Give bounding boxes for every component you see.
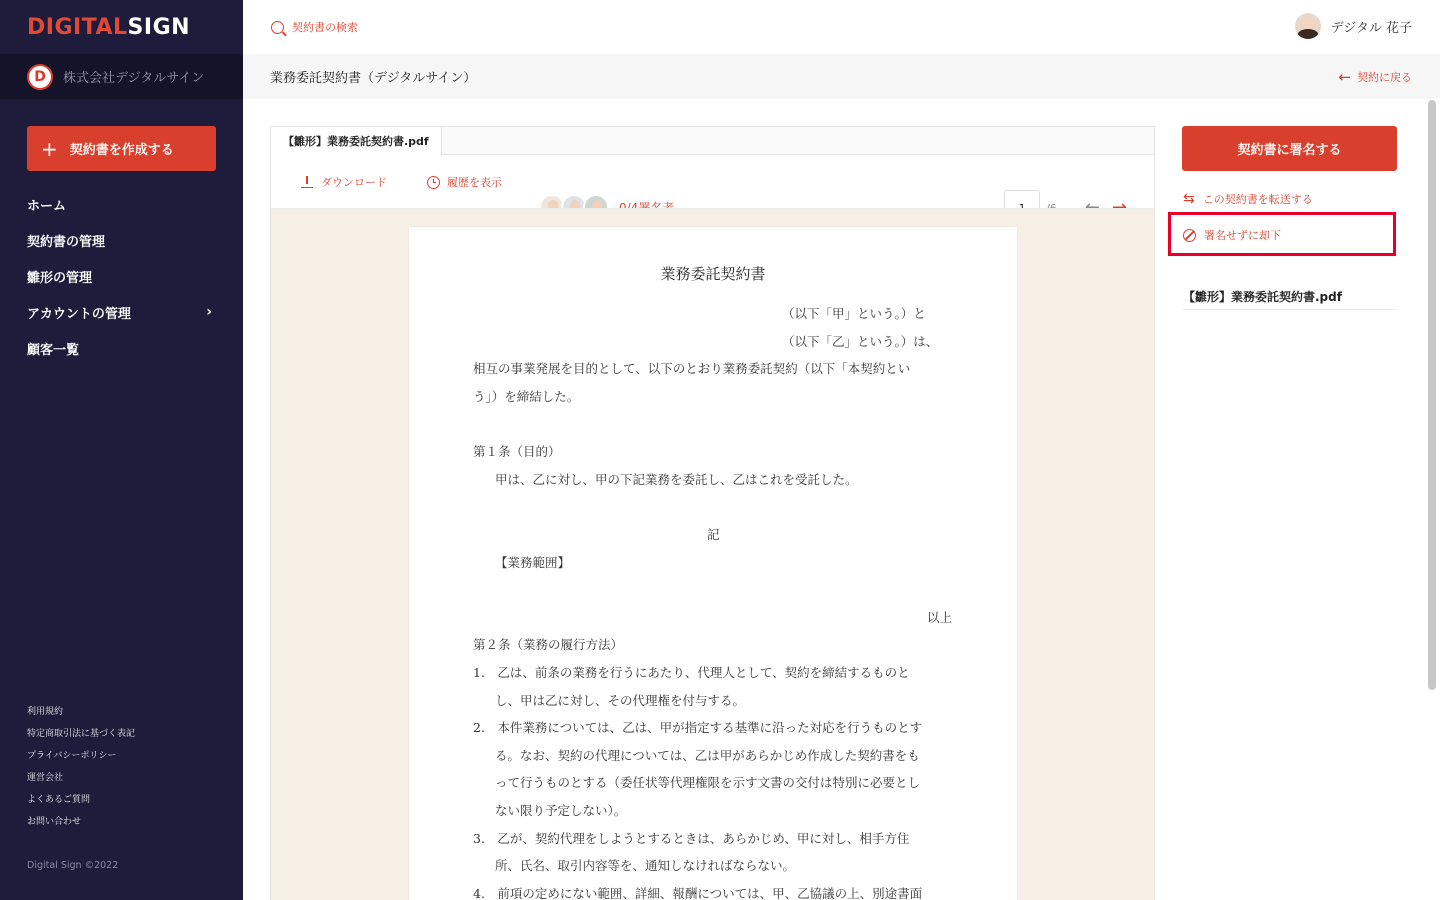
download-label: ダウンロード bbox=[321, 176, 387, 189]
search-icon bbox=[271, 21, 284, 34]
sign-contract-button[interactable]: 契約書に署名する bbox=[1182, 126, 1397, 171]
copyright: Digital Sign ©2022 bbox=[27, 860, 119, 871]
footer-links bbox=[27, 699, 135, 831]
document-title: 業務委託契約書 bbox=[660, 265, 766, 283]
chevron-right-icon: › bbox=[206, 304, 212, 320]
document-viewer bbox=[270, 126, 1155, 900]
sidebar bbox=[0, 0, 243, 900]
document-line: う」）を締結した。 bbox=[473, 389, 580, 404]
footer-link-privacy[interactable]: プライバシーポリシー bbox=[27, 750, 117, 761]
document-line: 以上 bbox=[927, 610, 953, 625]
create-contract-label: 契約書を作成する bbox=[69, 143, 174, 158]
create-contract-button[interactable] bbox=[27, 126, 216, 171]
document-line: 第２条（業務の履行方法） bbox=[473, 637, 624, 652]
company-name: 株式会社デジタルサイン bbox=[63, 71, 205, 86]
search-contracts-link[interactable] bbox=[271, 19, 358, 35]
document-line: 1. 乙は、前条の業務を行うにあたり、代理人として、契約を締結するものと bbox=[473, 665, 910, 680]
back-to-contract-link[interactable] bbox=[1338, 69, 1412, 85]
document-line: ない限り予定しない）。 bbox=[495, 803, 627, 818]
sidebar-item-label: 契約書の管理 bbox=[27, 234, 106, 250]
app-logo[interactable] bbox=[0, 0, 243, 54]
scrollbar[interactable] bbox=[1428, 100, 1436, 690]
viewer-toolbar bbox=[271, 155, 1154, 208]
document-line: って行うものとする（委任状等代理権限を示す文書の交付は特別に必要とし bbox=[495, 775, 921, 790]
logo-digital: DIGITAL bbox=[27, 14, 128, 40]
sidebar-item-accounts[interactable] bbox=[27, 294, 216, 330]
download-icon bbox=[301, 176, 313, 188]
document-line: る。なお、契約の代理については、乙は甲があらかじめ作成した契約書をも bbox=[495, 748, 920, 763]
sidebar-item-templates[interactable] bbox=[27, 258, 216, 294]
back-label: 契約に戻る bbox=[1357, 71, 1412, 84]
sidebar-item-label: 顧客一覧 bbox=[27, 342, 80, 358]
footer-link-terms[interactable]: 利用規約 bbox=[27, 706, 64, 717]
document-line: し、甲は乙に対し、その代理権を付与する。 bbox=[495, 693, 746, 708]
history-label: 履歴を表示 bbox=[447, 176, 502, 189]
sidebar-item-label: ホーム bbox=[27, 198, 67, 214]
decline-label: 署名せずに却下 bbox=[1204, 229, 1281, 242]
avatar bbox=[1295, 13, 1321, 39]
footer-link-company[interactable]: 運営会社 bbox=[27, 772, 64, 783]
document-canvas[interactable] bbox=[271, 208, 1154, 900]
arrow-left-icon: ← bbox=[1338, 67, 1351, 86]
transfer-contract-link[interactable] bbox=[1183, 191, 1313, 207]
user-name: デジタル 花子 bbox=[1330, 20, 1412, 36]
footer-link-commerce-law[interactable]: 特定商取引法に基づく表記 bbox=[27, 728, 136, 739]
document-line: （以下「乙」という。）は、 bbox=[782, 334, 939, 349]
clock-icon bbox=[427, 176, 440, 189]
document-line: 【業務範囲】 bbox=[495, 555, 571, 570]
file-tabs bbox=[271, 127, 1154, 155]
page-title: 業務委託契約書（デジタルサイン） bbox=[270, 71, 477, 86]
show-history-button[interactable] bbox=[427, 174, 502, 190]
company-badge-icon: D bbox=[27, 64, 53, 90]
attached-file-name[interactable]: 【雛形】業務委託契約書.pdf bbox=[1183, 288, 1397, 310]
document-line: 相互の事業発展を目的として、以下のとおり業務委託契約（以下「本契約とい bbox=[473, 361, 911, 376]
download-button[interactable] bbox=[301, 174, 387, 190]
sidebar-item-label: アカウントの管理 bbox=[27, 306, 131, 322]
user-menu[interactable] bbox=[1295, 13, 1412, 39]
document-header bbox=[243, 54, 1440, 99]
document-page bbox=[409, 227, 1017, 900]
document-line: 記 bbox=[707, 527, 720, 542]
footer-link-contact[interactable]: お問い合わせ bbox=[27, 816, 82, 827]
document-line: 3. 乙が、契約代理をしようとするときは、あらかじめ、甲に対し、相手方住 bbox=[473, 831, 910, 846]
document-line: 4. 前項の定めにない範囲、詳細、報酬については、甲、乙協議の上、別途書面 bbox=[473, 886, 923, 900]
transfer-label: この契約書を転送する bbox=[1202, 193, 1313, 206]
plus-icon: + bbox=[41, 136, 58, 161]
highlight-box bbox=[1168, 212, 1396, 256]
top-bar bbox=[243, 0, 1440, 54]
sidebar-item-contracts[interactable] bbox=[27, 222, 216, 258]
company-switcher[interactable] bbox=[0, 54, 243, 99]
search-label: 契約書の検索 bbox=[292, 21, 358, 34]
footer-link-faq[interactable]: よくあるご質問 bbox=[27, 794, 91, 805]
document-line: 甲は、乙に対し、甲の下記業務を委託し、乙はこれを受託した。 bbox=[495, 472, 858, 487]
document-line: （以下「甲」という。）と bbox=[782, 306, 926, 321]
tab-template-pdf[interactable]: 【雛形】業務委託契約書.pdf bbox=[271, 127, 442, 155]
document-line: 2. 本件業務については、乙は、甲が指定する基準に沿った対応を行うものとす bbox=[473, 720, 923, 735]
sidebar-item-customers[interactable] bbox=[27, 330, 216, 366]
sidebar-item-label: 雛形の管理 bbox=[27, 270, 93, 286]
logo-sign: SIGN bbox=[127, 14, 191, 40]
document-line: 第１条（目的） bbox=[473, 444, 561, 459]
sidebar-item-home[interactable] bbox=[27, 186, 216, 222]
document-line: 所、氏名、取引内容等を、通知しなければならない。 bbox=[495, 858, 796, 873]
sidebar-nav bbox=[27, 186, 216, 366]
transfer-icon: ⇆ bbox=[1183, 191, 1195, 207]
